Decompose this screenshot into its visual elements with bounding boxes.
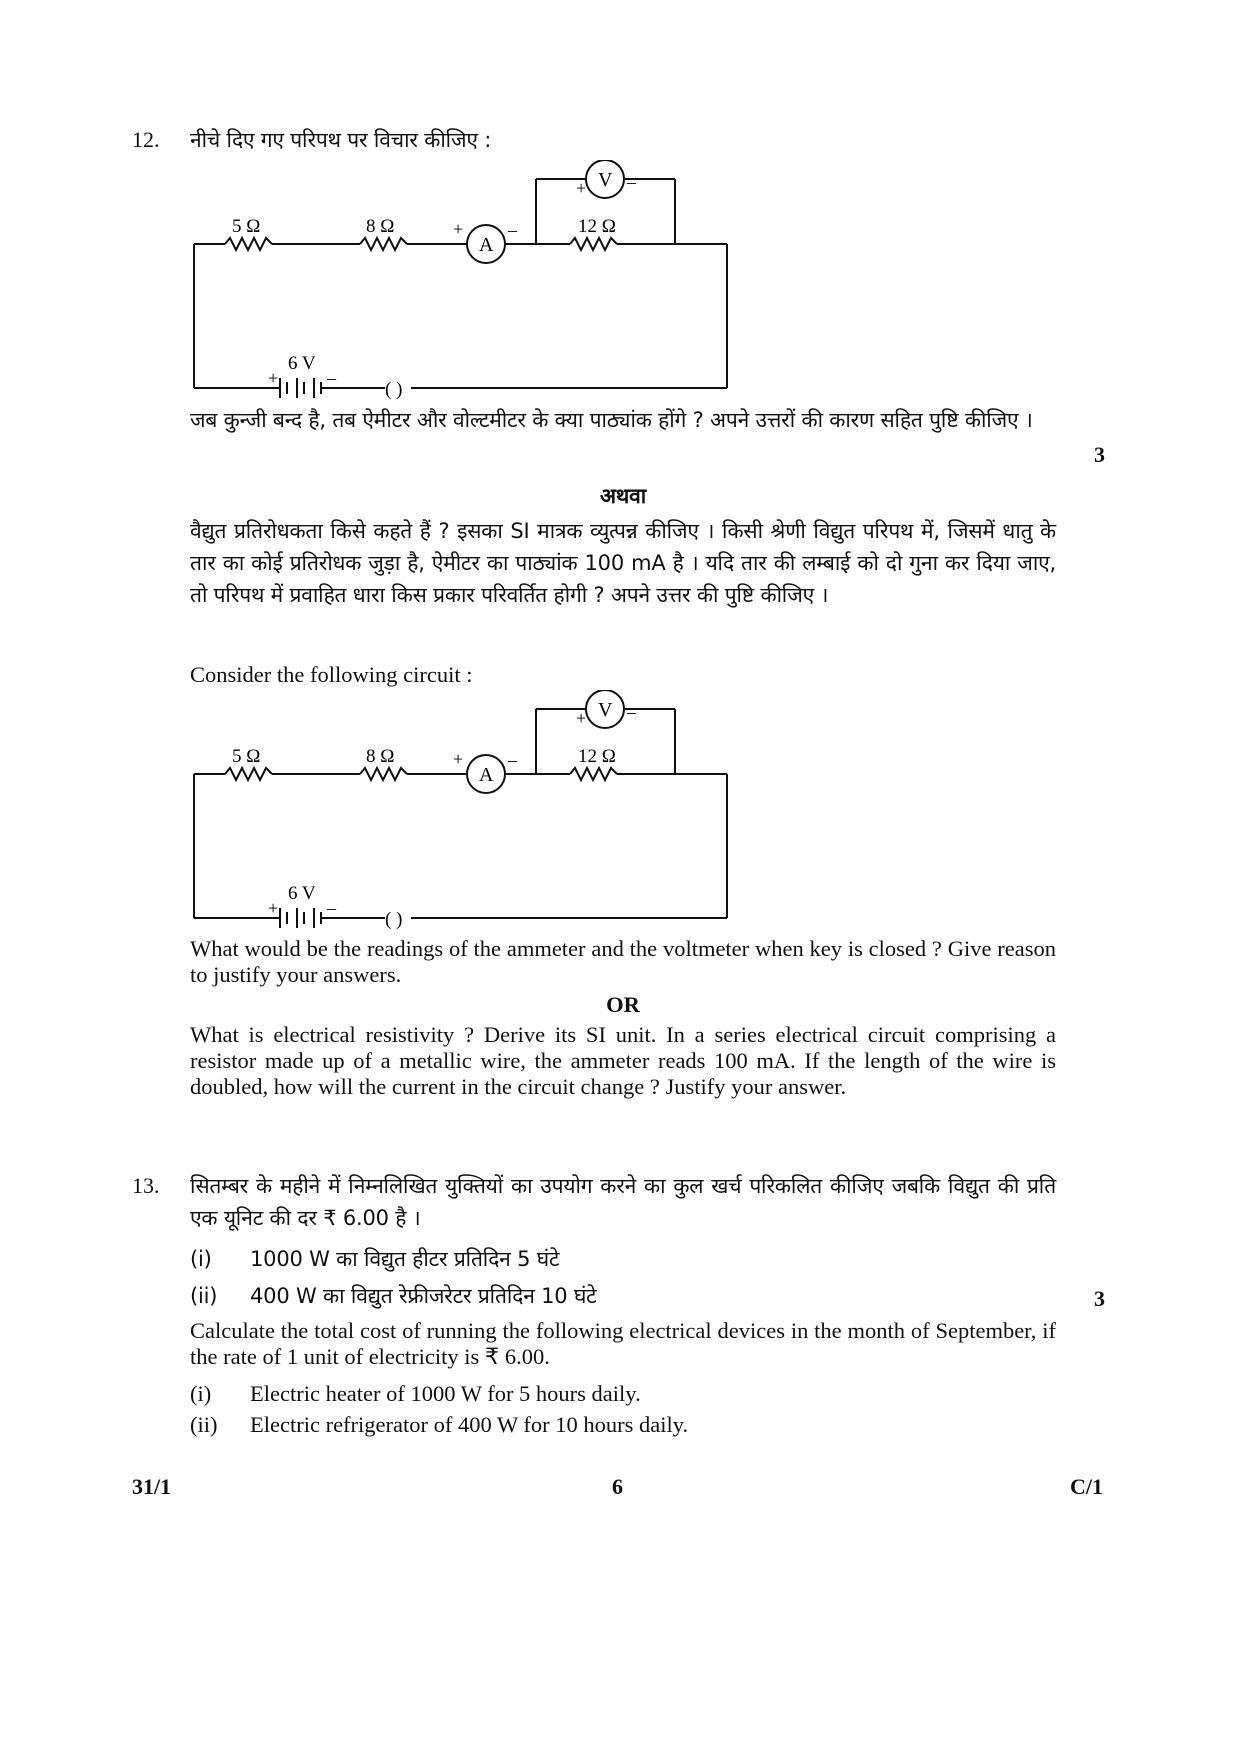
q12-hindi-alternative: वैद्युत प्रतिरोधकता किसे कहते हैं ? इसका SI मात्रक व्युत्पन्न कीजिए । किसी श्रेणी विद्युत परिपथ में, जिसमें धातु के तार का कोई प्रतिरोधक जुड़ा है, ऐमीटर का पाठ्यांक 100 mA है । यदि तार की लम्बाई को दो गुना कर दिया जाए, तो परिपथ में प्रवाहित धारा किस प्रकार परिवर्तित होगी ? अपने उत्तर की पुष्टि कीजिए । — [190, 519, 1056, 607]
q13-english-item-label-2: (ii) — [190, 1412, 218, 1437]
q13-hindi-item-label-2: (ii) — [190, 1284, 218, 1308]
q13-english-item-1: Electric heater of 1000 W for 5 hours daily. — [250, 1381, 641, 1406]
q12-english-or: OR — [606, 992, 640, 1017]
ammeter-plus: + — [453, 749, 464, 769]
battery-minus: – — [327, 898, 336, 918]
q13-marks: 3 — [1094, 1286, 1105, 1311]
key-symbol: ( ) — [385, 379, 403, 400]
resistor-5-label: 5 Ω — [232, 216, 261, 237]
ammeter-symbol: A — [479, 764, 494, 786]
voltmeter-symbol: V — [598, 699, 613, 721]
resistor-12-label: 12 Ω — [578, 746, 616, 767]
battery-plus: + — [268, 898, 279, 918]
battery-label: 6 V — [288, 353, 316, 374]
q12-hindi-intro: नीचे दिए गए परिपथ पर विचार कीजिए : — [190, 128, 492, 152]
ammeter-symbol: A — [479, 234, 494, 256]
q13-hindi-item-1: 1000 W का विद्युत हीटर प्रतिदिन 5 घंटे — [250, 1247, 560, 1271]
footer-paper-code: 31/1 — [132, 1474, 172, 1499]
q13-hindi-item-label-1: (i) — [190, 1247, 212, 1271]
q13-english-item-label-1: (i) — [190, 1381, 212, 1406]
ammeter-minus: – — [508, 220, 517, 240]
resistor-8-label: 8 Ω — [366, 216, 395, 237]
ammeter-minus: – — [508, 750, 517, 770]
q12-english-intro: Consider the following circuit : — [190, 662, 473, 687]
voltmeter-minus: – — [627, 172, 636, 192]
ammeter-plus: + — [453, 219, 464, 239]
resistor-8-label: 8 Ω — [366, 746, 395, 767]
q13-english-intro: Calculate the total cost of running the following electrical devices in the month of September, if the rate of 1 unit of electricity is ₹ 6.00. — [190, 1318, 1056, 1369]
q12-marks: 3 — [1094, 442, 1105, 467]
circuit-diagram-hindi — [180, 160, 740, 405]
footer-page-number: 6 — [612, 1474, 623, 1499]
q12-english-question: What would be the readings of the ammeter and the voltmeter when key is closed ? Give reason to justify your answers. — [190, 936, 1056, 987]
q13-hindi-intro: सितम्बर के महीने में निम्नलिखित युक्तियों का उपयोग करने का कुल खर्च परिकलित कीजिए जबकि विद्युत की प्रति एक यूनिट की दर ₹ 6.00 है । — [190, 1174, 1056, 1230]
resistor-5-label: 5 Ω — [232, 746, 261, 767]
q12-hindi-question: जब कुन्जी बन्द है, तब ऐमीटर और वोल्टमीटर के क्या पाठ्यांक होंगे ? अपने उत्तरों की कारण सहित पुष्टि कीजिए । — [190, 408, 1033, 432]
battery-plus: + — [268, 368, 279, 388]
resistor-12-label: 12 Ω — [578, 216, 616, 237]
voltmeter-symbol: V — [598, 169, 613, 191]
q12-hindi-or: अथवा — [600, 484, 646, 508]
voltmeter-plus: + — [576, 178, 587, 198]
voltmeter-minus: – — [627, 702, 636, 722]
voltmeter-plus: + — [576, 708, 587, 728]
footer-set-code: C/1 — [1070, 1474, 1103, 1499]
q13-hindi-item-2: 400 W का विद्युत रेफ्रीजरेटर प्रतिदिन 10 घंटे — [250, 1284, 597, 1308]
circuit-diagram-english — [180, 690, 740, 935]
question-number-12: 12. — [132, 127, 160, 152]
question-number-13: 13. — [132, 1173, 160, 1198]
battery-label: 6 V — [288, 883, 316, 904]
q13-english-item-2: Electric refrigerator of 400 W for 10 hours daily. — [250, 1412, 689, 1437]
key-symbol: ( ) — [385, 909, 403, 930]
q12-english-alternative: What is electrical resistivity ? Derive its SI unit. In a series electrical circuit comprising a resistor made up of a metallic wire, the ammeter reads 100 mA. If the length of the wire is doubled, how will the current in the circuit change ? Justify your answer. — [190, 1022, 1056, 1099]
battery-minus: – — [327, 368, 336, 388]
